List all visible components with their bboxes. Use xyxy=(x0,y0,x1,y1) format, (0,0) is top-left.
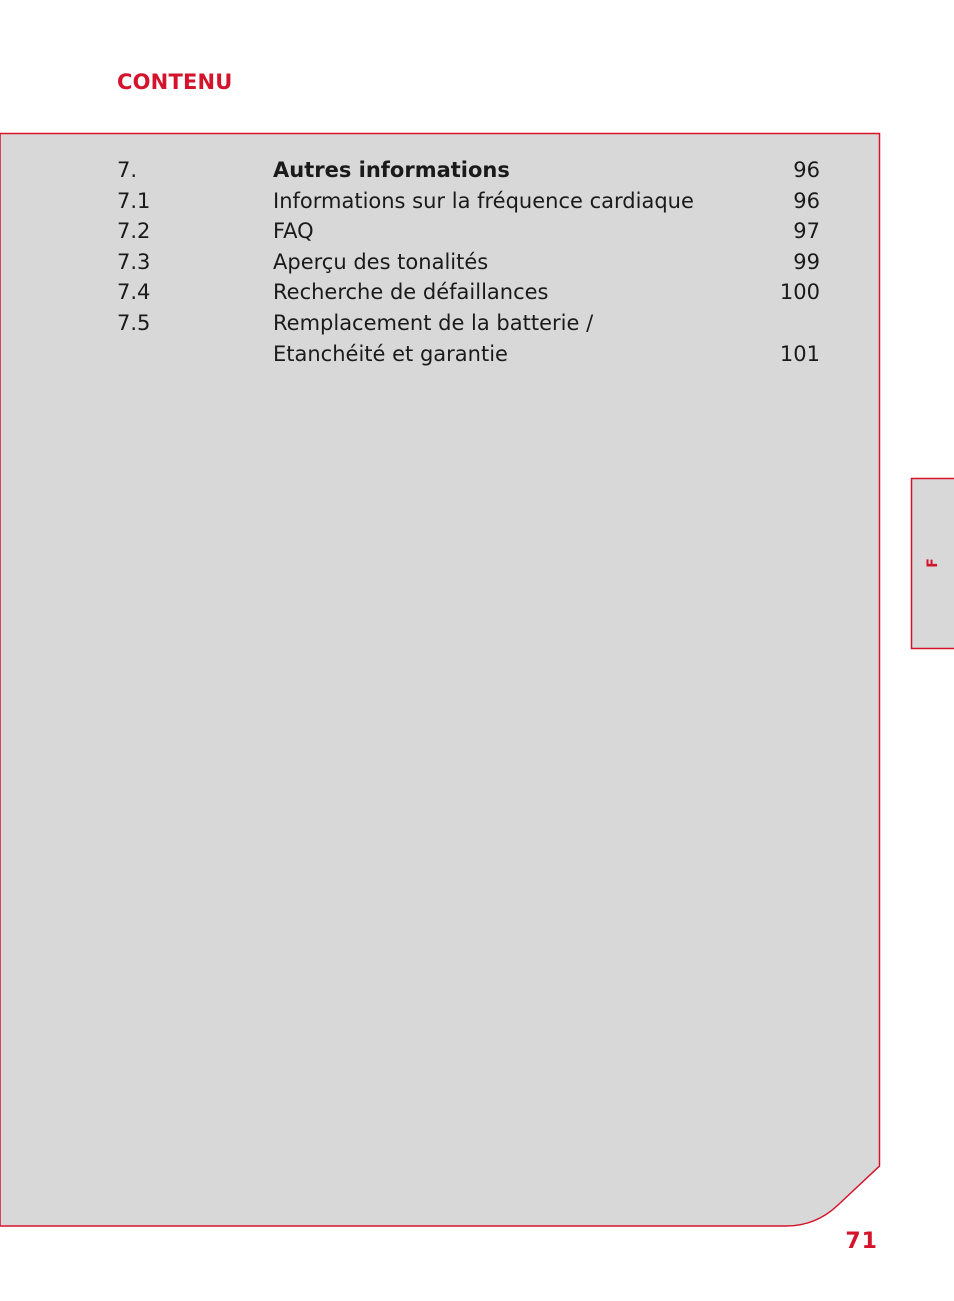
toc-title: Recherche de défaillances xyxy=(273,280,549,305)
toc-page: 96 xyxy=(793,158,820,182)
toc-title: FAQ xyxy=(273,219,314,244)
toc-page: 101 xyxy=(779,341,820,366)
language-tab[interactable] xyxy=(911,478,954,648)
language-tab-label: F xyxy=(924,558,941,568)
toc-row[interactable] xyxy=(117,247,820,278)
toc-page: 99 xyxy=(793,249,820,274)
toc-row-continued[interactable] xyxy=(117,339,820,370)
toc-title: Remplacement de la batterie / xyxy=(273,310,594,335)
toc-number: 7.4 xyxy=(117,280,151,305)
toc-page: 97 xyxy=(793,219,820,244)
table-of-contents xyxy=(117,155,820,369)
toc-row[interactable] xyxy=(117,308,820,339)
toc-number: 7.3 xyxy=(117,249,151,274)
toc-row[interactable] xyxy=(117,155,820,186)
toc-row[interactable] xyxy=(117,277,820,308)
toc-number: 7.1 xyxy=(117,188,151,213)
toc-number: 7.5 xyxy=(117,310,151,335)
section-heading: CONTENU xyxy=(117,70,233,94)
toc-title: Informations sur la fréquence cardiaque xyxy=(273,188,694,213)
toc-page: 96 xyxy=(793,188,820,213)
page-number: 71 xyxy=(845,1229,878,1254)
toc-number: 7. xyxy=(117,158,138,182)
toc-title: Autres informations xyxy=(273,158,510,182)
toc-row[interactable] xyxy=(117,186,820,217)
toc-row[interactable] xyxy=(117,216,820,247)
toc-number: 7.2 xyxy=(117,219,151,244)
toc-title: Etanchéité et garantie xyxy=(273,341,508,366)
toc-title: Aperçu des tonalités xyxy=(273,249,489,274)
toc-page: 100 xyxy=(779,280,820,305)
